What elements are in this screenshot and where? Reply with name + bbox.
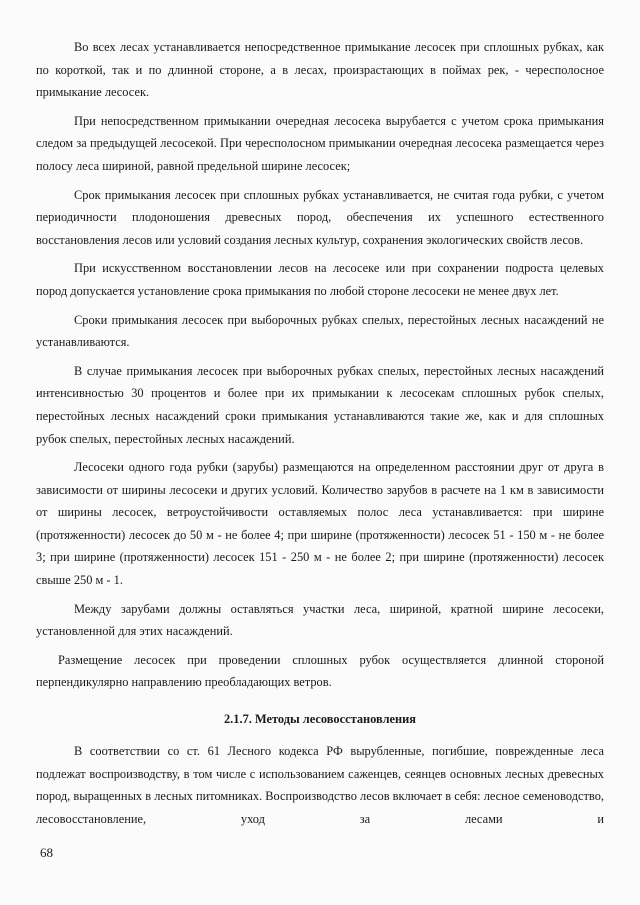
page-number: 68 (40, 845, 53, 860)
page-content (36, 36, 604, 836)
paragraph-wind-orientation: Размещение лесосек при проведении сплошных рубок осуществляется длинной стороной перпендикулярно направлению преобладающих ветров. (36, 652, 604, 690)
paragraph-between-blocks: Между зарубами должны оставляться участки леса, шириной, кратной ширине лесосеки, установленной для этих насаждений. (36, 601, 604, 639)
paragraph-cutting-blocks: Лесосеки одного года рубки (зарубы) размещаются на определенном расстоянии друг от друга в зависимости от ширины лесосеки и других условий. Количество зарубов в расчете на 1 км в зависимости от ширины лесосек, ветроустойчивости оставляемых полос леса устанавливается: при ширине (протяженности) лесосек до 50 м - не более 4; при ширине (протяженности) лесосек 51 - 150 м - не более 3; при ширине (протяженности) лесосек 151 - 250 м - не более 2; при ширине (протяженности) лесосек свыше 250 м - 1. (36, 460, 604, 588)
paragraph-direct-adjacency: При непосредственном примыкании очередная лесосека вырубается с учетом срока примыкания следом за предыдущей лесосекой. При чересполосном примыкании очередная лесосека размещается через полосу леса шириной, равной предельной ширине лесосек; (36, 113, 604, 173)
paragraph-artificial-restoration: При искусственном восстановлении лесов на лесосеке или при сохранении подроста целевых пород допускается установление срока примыкания по любой стороне лесосеки не менее двух лет. (36, 261, 604, 298)
paragraph-adjacency-term: Срок примыкания лесосек при сплошных рубках устанавливается, не считая года рубки, с учетом периодичности плодоношения древесных пород, обеспечения их успешного естественного восстановления лесов или условий создания лесных культур, сохранения экологических свойств лесов. (36, 187, 604, 247)
paragraph-selective-terms: Сроки примыкания лесосек при выборочных рубках спелых, перестойных лесных насаждений не устанавливаются. (36, 312, 604, 350)
paragraph-reforestation-methods: В соответствии со ст. 61 Лесного кодекса РФ вырубленные, погибшие, поврежденные леса подлежат воспроизводству, в том числе с использованием саженцев, сеянцев основных лесных древесных пород, выращенных в лесных питомниках. Воспроизводство лесов включает в себя: лесное семеноводство, лесовосстановление, уход за лесами и (36, 744, 604, 826)
paragraph-adjacency-types: Во всех лесах устанавливается непосредственное примыкание лесосек при сплошных рубках, как по короткой, так и по длинной стороне, а в лесах, произрастающих в поймах рек, - чересполосное примыкание лесосек. (36, 40, 604, 100)
paragraph-selective-intensity: В случае примыкания лесосек при выборочных рубках спелых, перестойных лесных насаждений интенсивностью 30 процентов и более при их примыкании к лесосекам сплошных рубок спелых, перестойных лесных насаждений сроки примыкания устанавливаются такие же, как и для сплошных рубок спелых, перестойных лесных насаждений. (36, 363, 604, 446)
section-heading: 2.1.7. Методы лесовосстановления (223, 712, 417, 727)
